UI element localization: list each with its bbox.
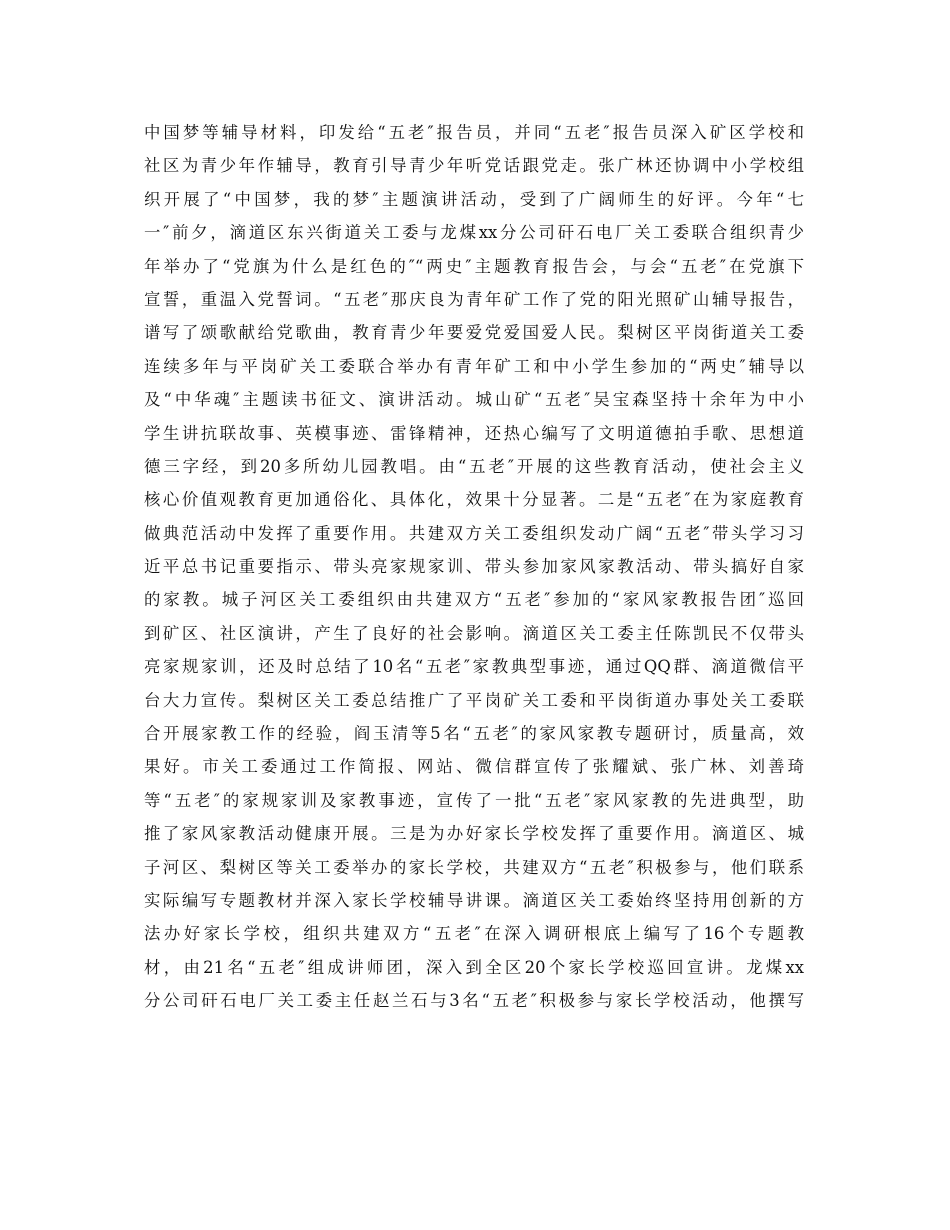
text-line: 材，由21名“五老″组成讲师团，深入到全区20个家长学校巡回宣讲。龙煤xx [144, 957, 804, 977]
text-line: 台大力宣传。梨树区关工委总结推广了平岗矿关工委和平岗街道办事处关工委联 [144, 690, 804, 710]
text-line: 的家教。城子河区关工委组织由共建双方“五老″参加的“家风家教报告团″巡回 [144, 590, 804, 610]
text-line: 一″前夕，滴道区东兴街道关工委与龙煤xx分公司矸石电厂关工委联合组织青少 [144, 223, 804, 243]
text-line: 年举办了“党旗为什么是红色的″“两史″主题教育报告会，与会“五老″在党旗下 [144, 256, 804, 276]
text-line: 学生讲抗联故事、英模事迹、雷锋精神，还热心编写了文明道德拍手歌、思想道 [144, 423, 804, 443]
text-line: 连续多年与平岗矿关工委联合举办有青年矿工和中小学生参加的“两史″辅导以 [144, 356, 804, 376]
text-line: 及“中华魂″主题读书征文、演讲活动。城山矿“五老″吴宝森坚持十余年为中小 [144, 390, 804, 410]
text-line: 做典范活动中发挥了重要作用。共建双方关工委组织发动广阔“五老″带头学习习 [144, 523, 804, 543]
text-line: 到矿区、社区演讲，产生了良好的社会影响。滴道区关工委主任陈凯民不仅带头 [144, 623, 804, 643]
body-text [144, 116, 804, 1018]
text-line: 近平总书记重要指示、带头亮家规家训、带头参加家风家教活动、带头搞好自家 [144, 557, 804, 577]
text-line: 法办好家长学校，组织共建双方“五老″在深入调研根底上编写了16个专题教 [144, 924, 804, 944]
text-line: 德三字经，到20多所幼儿园教唱。由“五老″开展的这些教育活动，使社会主义 [144, 456, 804, 476]
text-line: 谱写了颂歌献给党歌曲，教育青少年要爱党爱国爱人民。梨树区平岗街道关工委 [144, 323, 804, 343]
text-line: 实际编写专题教材并深入家长学校辅导讲课。滴道区关工委始终坚持用创新的方 [144, 890, 804, 910]
text-line: 推了家风家教活动健康开展。三是为办好家长学校发挥了重要作用。滴道区、城 [144, 824, 804, 844]
text-line: 亮家规家训，还及时总结了10名“五老″家教典型事迹，通过QQ群、滴道微信平 [144, 657, 804, 677]
text-line: 分公司矸石电厂关工委主任赵兰石与3名“五老″积极参与家长学校活动，他撰写 [144, 991, 804, 1011]
text-line: 织开展了“中国梦，我的梦″主题演讲活动，受到了广阔师生的好评。今年“七 [144, 189, 804, 209]
text-line: 社区为青少年作辅导，教育引导青少年听党话跟党走。张广林还协调中小学校组 [144, 156, 804, 176]
text-line: 果好。市关工委通过工作简报、网站、微信群宣传了张耀斌、张广林、刘善琦 [144, 757, 804, 777]
text-line: 宣誓，重温入党誓词。“五老″那庆良为青年矿工作了党的阳光照矿山辅导报告， [144, 289, 804, 309]
text-line: 中国梦等辅导材料，印发给“五老″报告员，并同“五老″报告员深入矿区学校和 [144, 123, 804, 142]
text-line: 等“五老″的家规家训及家教事迹，宣传了一批“五老″家风家教的先进典型，助 [144, 790, 804, 810]
text-line: 合开展家教工作的经验，阎玉清等5名“五老″的家风家教专题研讨，质量高，效 [144, 724, 804, 744]
text-line: 核心价值观教育更加通俗化、具体化，效果十分显著。二是“五老″在为家庭教育 [144, 490, 804, 510]
text-line: 子河区、梨树区等关工委举办的家长学校，共建双方“五老″积极参与，他们联系 [144, 857, 804, 877]
